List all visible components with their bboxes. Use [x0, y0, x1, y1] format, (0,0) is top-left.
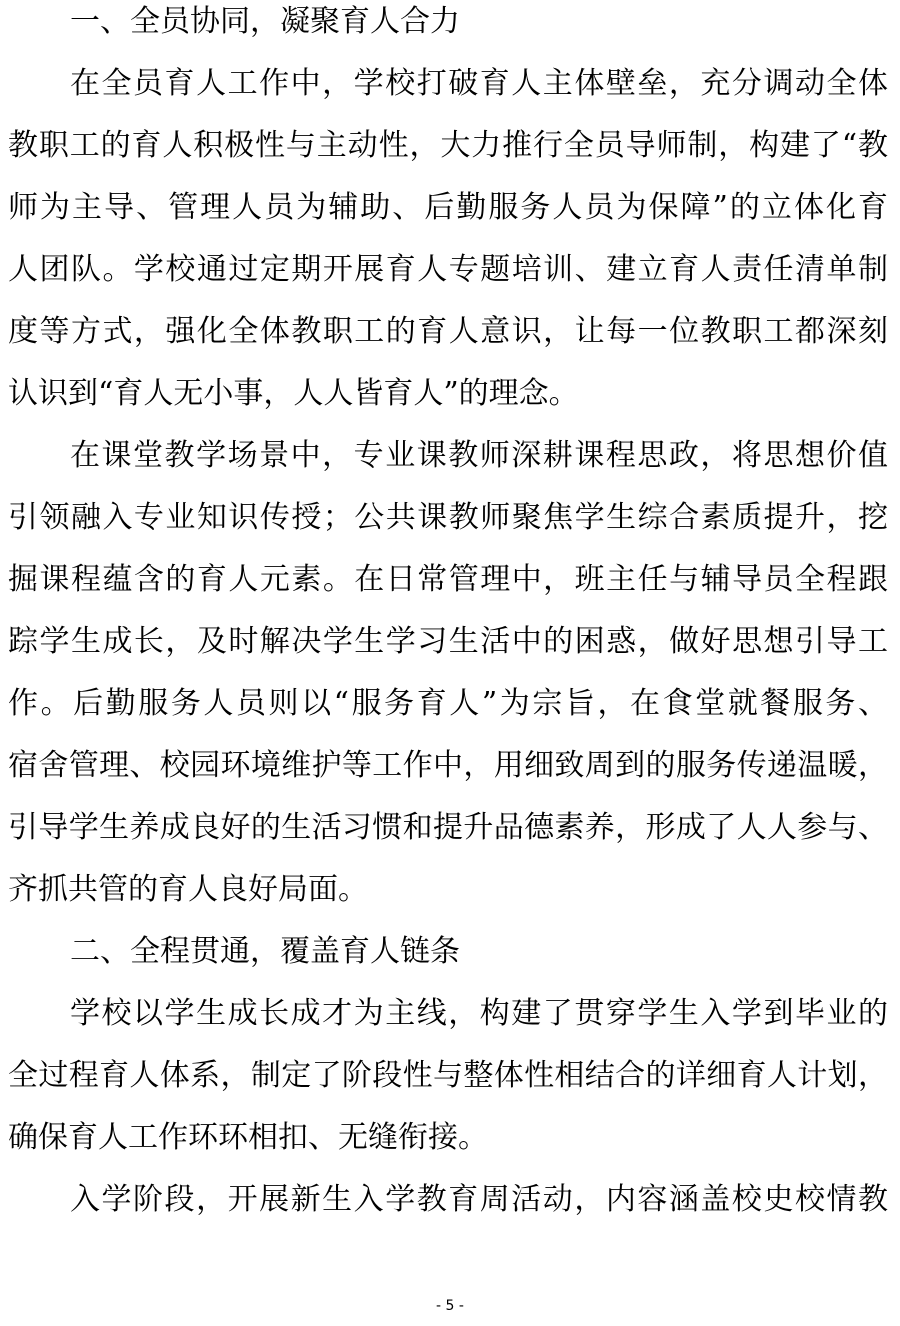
paragraph-line: 确保育人工作环环相扣、无缝衔接。 [8, 1120, 488, 1155]
paragraph-line: 认识到“育人无小事，人人皆育人”的理念。 [8, 376, 579, 411]
paragraph-line: 在全员育人工作中，学校打破育人主体壁垒，充分调动全体 [70, 66, 888, 101]
paragraph-line: 引领融入专业知识传授；公共课教师聚焦学生综合素质提升，挖 [8, 500, 888, 535]
paragraph-line: 学校以学生成长成才为主线，构建了贯穿学生入学到毕业的 [70, 996, 888, 1031]
page-number: - 5 - [436, 1298, 464, 1314]
paragraph-line: 人团队。学校通过定期开展育人专题培训、建立育人责任清单制 [8, 252, 888, 287]
paragraph-line: 齐抓共管的育人良好局面。 [8, 872, 368, 907]
section-heading-2: 二、全程贯通，覆盖育人链条 [70, 934, 460, 969]
document-body [8, 0, 888, 1240]
paragraph-line: 作。后勤服务人员则以“服务育人”为宗旨，在食堂就餐服务、 [8, 686, 888, 721]
paragraph-line: 度等方式，强化全体教职工的育人意识，让每一位教职工都深刻 [8, 314, 888, 349]
paragraph-line: 踪学生成长，及时解决学生学习生活中的困惑，做好思想引导工 [8, 624, 888, 659]
paragraph-line: 掘课程蕴含的育人元素。在日常管理中，班主任与辅导员全程跟 [8, 562, 888, 597]
paragraph-line: 教职工的育人积极性与主动性，大力推行全员导师制，构建了“教 [8, 128, 888, 163]
paragraph-line: 师为主导、管理人员为辅助、后勤服务人员为保障”的立体化育 [8, 190, 888, 225]
section-heading-1: 一、全员协同，凝聚育人合力 [70, 4, 460, 39]
paragraph-line: 在课堂教学场景中，专业课教师深耕课程思政，将思想价值 [70, 438, 888, 473]
paragraph-line: 入学阶段，开展新生入学教育周活动，内容涵盖校史校情教 [70, 1182, 888, 1217]
paragraph-line: 宿舍管理、校园环境维护等工作中，用细致周到的服务传递温暖， [8, 748, 888, 783]
paragraph-line: 全过程育人体系，制定了阶段性与整体性相结合的详细育人计划， [8, 1058, 888, 1093]
paragraph-line: 引导学生养成良好的生活习惯和提升品德素养，形成了人人参与、 [8, 810, 888, 845]
